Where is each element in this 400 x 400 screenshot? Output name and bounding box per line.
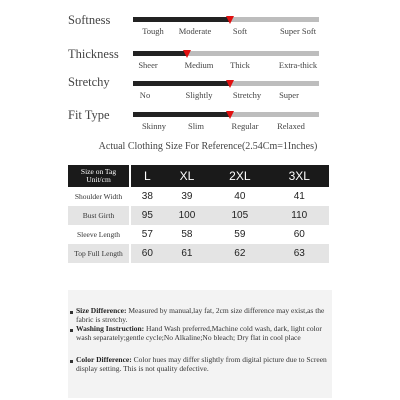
table-cell: 57 bbox=[141, 229, 153, 240]
softness-label: Softness bbox=[68, 13, 111, 27]
table-cell: 58 bbox=[181, 229, 193, 240]
row-label: Top Full Length bbox=[68, 244, 130, 263]
stretchy-option: No bbox=[139, 90, 151, 100]
fit-type-marker-icon bbox=[226, 111, 234, 119]
softness-track bbox=[133, 17, 319, 22]
softness-marker-icon bbox=[226, 16, 234, 24]
size-difference-note bbox=[76, 307, 330, 324]
size-column-header: 3XL bbox=[270, 165, 329, 187]
stretchy-marker-icon bbox=[226, 80, 234, 88]
size-chart-header-label: Size on Tag Unit/cm bbox=[68, 165, 130, 187]
stretchy-option: Stretchy bbox=[232, 90, 262, 100]
table-cell: 61 bbox=[164, 244, 210, 263]
stretchy-fill bbox=[133, 81, 230, 86]
stretchy-option: Super bbox=[279, 90, 299, 100]
color-difference-text: Color hues may differ slightly from digital picture due to Screen display setting. This is not quality defective. bbox=[76, 355, 327, 373]
softness-option: Soft bbox=[232, 26, 248, 36]
notes-panel bbox=[68, 290, 332, 398]
stretchy-label: Stretchy bbox=[68, 75, 110, 89]
fit-type-track bbox=[133, 112, 319, 117]
size-difference-text: Measured by manual,lay fat, 2cm size difference may exist,as the fabric is stretchy. bbox=[76, 306, 325, 324]
table-row bbox=[68, 187, 329, 206]
table-row bbox=[68, 244, 329, 263]
size-chart-table bbox=[68, 165, 330, 263]
table-cell: 110 bbox=[270, 206, 329, 225]
color-difference-title: Color Difference: bbox=[76, 355, 132, 364]
table-cell: 62 bbox=[210, 244, 269, 263]
table-cell: 63 bbox=[270, 244, 329, 263]
size-chart-title: Actual Clothing Size For Reference(2.54Cm=1Inches) bbox=[98, 141, 318, 152]
table-cell: 95 bbox=[130, 206, 164, 225]
washing-instruction-note bbox=[76, 325, 330, 342]
washing-instruction-text: Hand Wash preferred,Machine cold wash, dark, light color wash separately;gentle cycle;No Alkaline;No bleach; Dry flat in cool place bbox=[76, 324, 322, 342]
table-cell: 39 bbox=[181, 191, 193, 202]
stretchy-track bbox=[133, 81, 319, 86]
table-row bbox=[68, 225, 329, 244]
thickness-label: Thickness bbox=[68, 47, 119, 61]
row-label: Sleeve Length bbox=[68, 225, 130, 244]
fit-type-option: Skinny bbox=[141, 121, 167, 131]
size-difference-title: Size Difference: bbox=[76, 306, 127, 315]
thickness-option: Sheer bbox=[138, 60, 158, 70]
softness-option: Super Soft bbox=[279, 26, 317, 36]
thickness-marker-icon bbox=[183, 50, 191, 58]
thickness-option: Medium bbox=[184, 60, 214, 70]
fit-type-fill bbox=[133, 112, 230, 117]
softness-option: Tough bbox=[142, 26, 164, 36]
softness-option: Moderate bbox=[178, 26, 212, 36]
table-cell: 60 bbox=[293, 229, 305, 240]
table-cell: 59 bbox=[234, 229, 246, 240]
table-cell: 60 bbox=[130, 244, 164, 263]
size-column-header: XL bbox=[164, 165, 210, 187]
thickness-option: Thick bbox=[230, 60, 250, 70]
table-cell: 40 bbox=[234, 191, 246, 202]
table-cell: 38 bbox=[141, 191, 153, 202]
size-column-header: 2XL bbox=[210, 165, 269, 187]
softness-fill bbox=[133, 17, 230, 22]
stretchy-option: Slightly bbox=[185, 90, 213, 100]
table-cell: 105 bbox=[210, 206, 269, 225]
row-label: Bust Girth bbox=[68, 206, 130, 225]
size-chart-header-row bbox=[68, 165, 329, 187]
washing-instruction-title: Washing Instruction: bbox=[76, 324, 145, 333]
color-difference-note bbox=[76, 356, 330, 373]
thickness-option: Extra-thick bbox=[278, 60, 318, 70]
table-cell: 100 bbox=[164, 206, 210, 225]
size-column-header: L bbox=[130, 165, 164, 187]
fit-type-option: Relaxed bbox=[277, 121, 305, 131]
bullet-icon bbox=[70, 360, 73, 363]
fit-type-option: Regular bbox=[231, 121, 259, 131]
table-row bbox=[68, 206, 329, 225]
fit-type-label: Fit Type bbox=[68, 108, 110, 122]
fit-type-option: Slim bbox=[187, 121, 205, 131]
bullet-icon bbox=[70, 311, 73, 314]
thickness-fill bbox=[133, 51, 187, 56]
thickness-track bbox=[133, 51, 319, 56]
table-cell: 41 bbox=[293, 191, 305, 202]
bullet-icon bbox=[70, 329, 73, 332]
row-label: Shoulder Width bbox=[68, 187, 130, 206]
